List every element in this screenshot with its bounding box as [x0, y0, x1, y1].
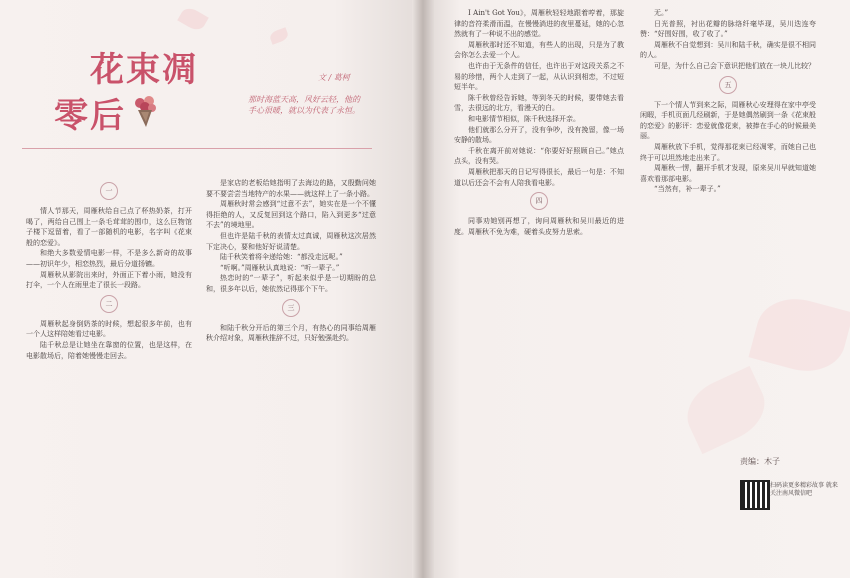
- paragraph: 和陆千秋分开后的第三个月，有热心的同事给周雁秋介绍对象，周雁秋推辞不过，只好勉强赴约。: [206, 323, 376, 343]
- paragraph: 周雁秋把那天的日记写得很长，最后一句是：不知道以后还会不会有人陪我看电影。: [454, 167, 624, 187]
- editor-credit: 责编：木子: [740, 457, 780, 466]
- flower-decoration: [677, 366, 775, 454]
- bouquet-icon: [130, 94, 160, 128]
- paragraph: 陆千秋笑着将伞递给她：“都没走远呢。”: [220, 253, 343, 262]
- title-divider: [22, 148, 372, 149]
- paragraph: 日光普照，衬出花瓣的脉络纤毫毕现，吴川迭连夸赞：“好围好围，收了收了。”: [640, 19, 816, 39]
- paragraph: 下一个情人节到来之际，周雁秋心安理得在家中亭受闲暇，手机页面几经刷新，于是她偶然刷到一条《花束般的恋爱》的影评：恋爱就像花束，被捧在手心的时候最美丽。: [640, 100, 816, 141]
- petal-decoration: [177, 5, 209, 34]
- left-column-1: [26, 178, 192, 361]
- book-gutter: [412, 0, 434, 578]
- left-column-2: [206, 178, 376, 344]
- paragraph: 周雁秋放下手机，觉得那花束已经凋零，而她自己也终于可以坦然地走出来了。: [640, 142, 816, 162]
- petal-decoration: [268, 27, 289, 44]
- paragraph: I Ain't Got You》，周雁秋轻轻地跟着哼着，那旋律的音符柔滑而温，在慢慢淌进的夜里蔓延，她的心忽然就有了一种说不出的感觉。: [454, 9, 624, 39]
- paragraph: 周雁秋从影院出来时，外面正下着小雨，她没有打伞，一个人在雨里走了很长一段路。: [26, 270, 192, 290]
- article-title-line1: 花束凋: [90, 50, 198, 90]
- paragraph: 也许由于无条件的信任，也许出于对这段关系之不易的珍惜，两个人走到了一起，从认识到相恋，不过短短半年。: [454, 61, 624, 92]
- section-marker-2: 二: [100, 295, 118, 313]
- left-page: [0, 0, 418, 578]
- paragraph: 可是，为什么自己会下意识把他们放在一块儿比较？: [654, 61, 815, 70]
- section-marker-3: 三: [282, 299, 300, 317]
- qr-caption: 扫码读更多精彩故事 就来关注南风微信吧: [770, 482, 838, 497]
- paragraph: 同事劝她别再想了，询问周雁秋和吴川最近的进度。周雁秋不免为难，硬着头皮努力思索。: [454, 217, 624, 236]
- section-marker-5: 五: [719, 76, 737, 94]
- article-summary: 那时海蓝天高，风好云轻，他的手心很暖，就以为代表了永恒。: [248, 95, 360, 115]
- right-column-2: [640, 8, 816, 195]
- paragraph: 千秋在离开前对她说：“你要好好照顾自己。”她点点头，没有哭。: [454, 146, 624, 166]
- article-author: 文 / 葛柯: [318, 73, 350, 82]
- paragraph: 和绝大多数爱情电影一样，不是多么新奇的故事——初识年少，相恋热烈，最后分道扬镳。: [26, 249, 192, 268]
- paragraph: 陈千秋曾经告诉她，等到冬天的时候，要带她去看雪，去很远的北方，看漫天的白。: [454, 93, 624, 113]
- paragraph: 陆千秋总是让她坐在靠窗的位置，也是这样，在电影散场后，陪着她慢慢走回去。: [26, 340, 192, 360]
- paragraph: 周雁秋那时还不知道，有些人的出现，只是为了教会你怎么去爱一个人。: [454, 40, 624, 60]
- paragraph: 热恋时的“一辈子”，听起来似乎是一切期盼的总和，很多年以后，她依然记得那个下午。: [206, 274, 376, 293]
- paragraph: 情人节那天，周雁秋给自己点了杯热奶茶，打开喝了，两给自己围上一条毛茸茸的围巾，这么巨物馆子楼下逗留着，看了一部随机的电影，名字叫《花束般的恋爱》。: [26, 207, 192, 247]
- paragraph: 和电影情节相似，陈千秋选择开亲。: [468, 114, 580, 123]
- paragraph: 周雁秋一愣，翻开手机才发现，原来吴川早就知道她喜欢看那部电影。: [640, 164, 816, 183]
- paragraph: 但也许是陆千秋的表情太过真诚，周雁秋这次居然下定决心，要和他好好说清楚。: [206, 231, 376, 251]
- section-marker-1: 一: [100, 182, 118, 200]
- paragraph: “听啊。”周雁秋认真地说：“听一辈子。”: [220, 263, 340, 272]
- paragraph: 周雁秋不自觉想到：吴川和陆千秋，确实是很不相同的人。: [640, 40, 816, 60]
- paragraph: 无。”: [654, 9, 669, 17]
- right-column-1: [454, 8, 624, 237]
- section-marker-4: 四: [530, 192, 548, 210]
- article-title-line2: 零后: [54, 96, 126, 136]
- flower-decoration: [748, 290, 850, 381]
- paragraph: 是家店的老板给她指明了去海边的路，又殷勤问她要不要尝尝当地特产的水果——就这样上了一条小路。: [206, 179, 376, 198]
- paragraph: 周雁秋起身倒奶茶的时候，想起很多年前，也有一个人这样陪她看过电影。: [26, 319, 192, 339]
- paragraph: 周雁秋时常会感到“过意不去”，她实在是一个不懂得拒绝的人，又反复回到这个路口，陷入到更多“过意不去”的境地里。: [206, 200, 376, 230]
- paragraph: “当然有，补一辈子。”: [654, 185, 721, 194]
- qr-code-icon: [740, 480, 770, 510]
- paragraph: 他们就那么分开了，没有争吵，没有挽留，像一场安静的散场。: [454, 125, 624, 145]
